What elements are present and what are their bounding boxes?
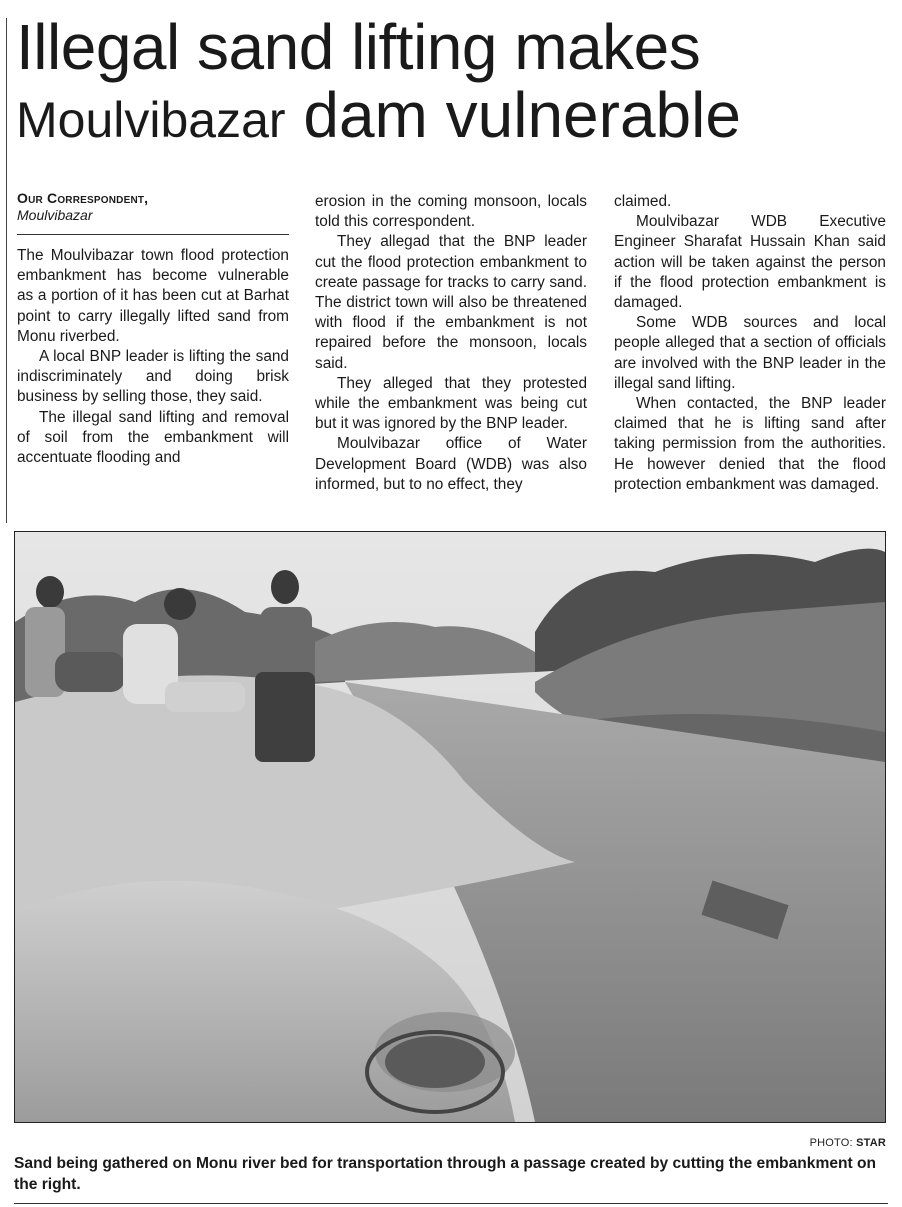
headline-line-2 <box>16 79 896 151</box>
photo-credit-prefix: PHOTO: <box>809 1137 853 1149</box>
left-column-rule <box>6 18 7 523</box>
headline <box>16 10 896 151</box>
dateline: Moulvibazar <box>17 207 93 223</box>
paragraph: erosion in the coming monsoon, locals told this correspondent. <box>315 193 587 231</box>
photo-credit-source: STAR <box>856 1137 886 1149</box>
headline-rest: dam vulnerable <box>303 79 741 151</box>
paragraph: Moulvibazar office of Water Development Board (WDB) was also informed, but to no effect, they <box>315 435 587 493</box>
byline: Our Correspondent, <box>17 190 149 206</box>
headline-place: Moulvibazar <box>16 92 286 148</box>
paragraph: Moulvibazar WDB Executive Engineer Sharafat Hussain Khan said action will be taken against the person if the flood protection embankment is damaged. <box>614 213 886 312</box>
photo-caption: Sand being gathered on Monu river bed for transportation through a passage created by cutting the embankment on the right. <box>14 1155 877 1193</box>
paragraph: They allegad that the BNP leader cut the flood protection embankment to create passage for tracks to carry sand. The district town will also be threatened with flood if the embankment is not repaired before the monsoon, locals said. <box>315 233 587 372</box>
photo-illustration <box>15 532 885 1122</box>
byline-divider <box>17 234 289 235</box>
bottom-rule <box>14 1203 888 1204</box>
paragraph: When contacted, the BNP leader claimed that he is lifting sand after taking permission from the authorities. He however denied that the flood protection embankment was damaged. <box>614 395 886 493</box>
news-photo <box>14 531 886 1123</box>
paragraph: Some WDB sources and local people alleged that a section of officials are involved with the BNP leader in the illegal sand lifting. <box>614 314 886 392</box>
paragraph: A local BNP leader is lifting the sand indiscriminately and doing brisk business by selling those, they said. <box>17 348 289 406</box>
paragraph: They alleged that they protested while the embankment was being cut but it was ignored by the BNP leader. <box>315 374 587 433</box>
photo-credit <box>810 1137 886 1150</box>
headline-line-1: Illegal sand lifting makes <box>16 11 701 83</box>
article-column-1 <box>17 190 289 468</box>
paragraph: claimed. <box>614 193 672 210</box>
article-column-2 <box>315 192 587 495</box>
article-column-3 <box>614 192 886 495</box>
paragraph: The illegal sand lifting and removal of soil from the embankment will accentuate flooding and <box>17 408 289 467</box>
paragraph: The Moulvibazar town flood protection embankment has become vulnerable as a portion of it has been cut at Barhat point to carry illegally lifted sand from Monu riverbed. <box>17 247 289 345</box>
